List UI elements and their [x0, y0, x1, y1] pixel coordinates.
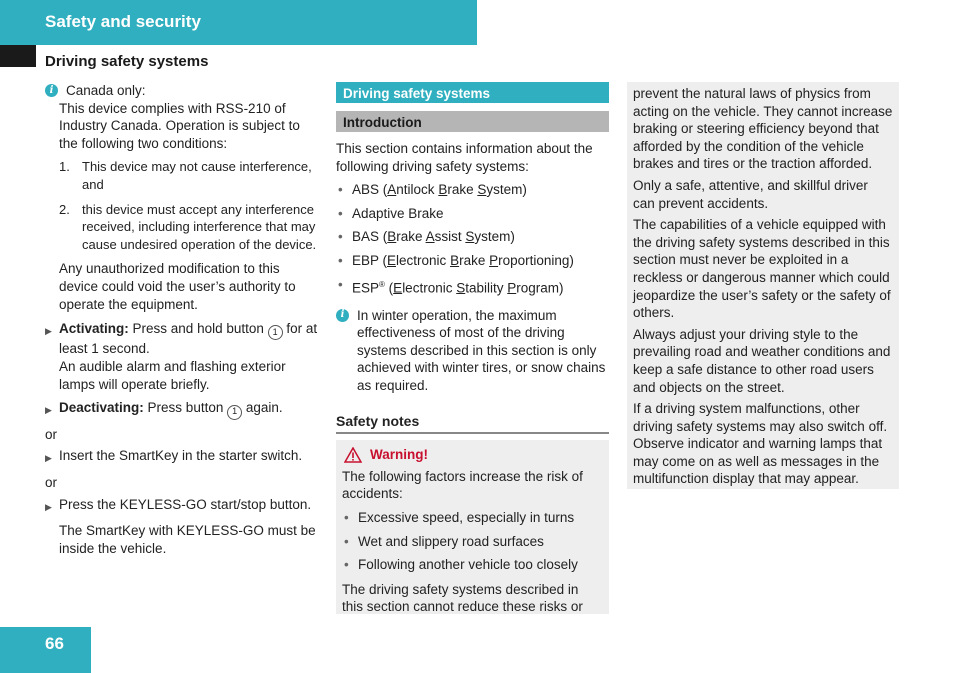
warning-intro: The following factors increase the risk of accidents: [342, 468, 583, 502]
acronym-letter: A [387, 182, 397, 198]
system-item-bas [336, 228, 609, 246]
acronym-rest: ystem [474, 229, 511, 245]
info-icon: i [45, 84, 58, 97]
acronym-rest: tability [465, 280, 508, 296]
warning-item-text: Excessive speed, especially in turns [358, 510, 575, 525]
or-text: or [45, 426, 58, 442]
button-number-icon: 1 [227, 405, 242, 420]
acronym-rest: lectronic [396, 252, 451, 268]
acronym-rest: roportioning [498, 252, 570, 268]
info-text: This device complies with RSS-210 of Industry Canada. Operation is subject to the following two conditions: [59, 100, 300, 151]
system-prefix: ESP [352, 280, 380, 296]
step-arrow-icon: ▶ [45, 326, 52, 337]
bullet-icon: • [338, 276, 343, 292]
system-prefix: ABS ( [352, 182, 388, 198]
conditions-list [59, 158, 320, 253]
system-prefix-2: ( [384, 280, 394, 296]
bullet-icon: • [344, 533, 349, 549]
registered-mark: ® [379, 279, 385, 289]
acronym-letter: B [387, 229, 397, 245]
acronym-letter: B [450, 252, 460, 268]
system-item-ebp [336, 252, 609, 270]
bullet-icon: • [344, 557, 349, 573]
column-left [45, 82, 320, 557]
deactivating-label: Deactivating: [59, 400, 144, 416]
activating-text-b: for at least 1 second. [59, 321, 318, 357]
info-icon: i [336, 309, 349, 322]
acronym-letter: P [489, 252, 499, 268]
system-suffix: ) [569, 252, 574, 268]
or-text: or [45, 474, 58, 490]
intro-text: This section contains information about the following driving safety systems: [336, 141, 593, 174]
acronym-letter: A [425, 229, 435, 245]
acronym-rest: rake [459, 252, 490, 268]
alarm-text: An audible alarm and flashing exterior lamps will operate briefly. [59, 359, 286, 392]
acronym-rest: rake [447, 182, 478, 198]
warning-triangle-icon [344, 447, 362, 463]
activating-text-a: Press and hold button [132, 321, 264, 337]
acronym-rest: rake [396, 229, 426, 245]
insert-text: Insert the SmartKey in the starter switch. [59, 448, 303, 464]
list-item [59, 201, 320, 254]
acronym-rest: ystem [486, 182, 523, 198]
system-item-esp [336, 276, 609, 297]
paragraph-safe-driver: Only a safe, attentive, and skillful driver can prevent accidents. [633, 177, 868, 211]
system-suffix: ) [559, 280, 564, 296]
acronym-rest: rogram [516, 280, 560, 296]
system-prefix: EBP ( [352, 252, 388, 268]
acronym-letter: S [477, 182, 487, 198]
acronym-letter: E [387, 252, 397, 268]
activating-label: Activating: [59, 321, 129, 337]
step-arrow-icon: ▶ [45, 501, 52, 512]
safety-notes-heading: Safety notes [336, 413, 609, 435]
deactivating-text-a: Press button [147, 400, 224, 416]
modification-text: Any unauthorized modification to this device could void the user’s authority to operate the equipment. [59, 261, 296, 312]
acronym-letter: E [393, 280, 403, 296]
warning-item-text: Following another vehicle too closely [358, 557, 578, 573]
bullet-icon: • [338, 182, 343, 198]
paragraph-capabilities: The capabilities of a vehicle equipped with the driving safety systems described in this section must never be exploited in a reckless or dangerous manner which could jeopardize the user’s safety or the safety of others. [633, 217, 891, 321]
system-item-adaptive-brake [336, 205, 609, 223]
paragraph-driving-style: Always adjust your driving style to the prevailing road and weather conditions and keep a safe distance to other road users and objects on the street. [633, 326, 891, 395]
warning-title: Warning! [370, 447, 428, 463]
info-note-canada [45, 82, 320, 100]
warning-outro: The driving safety systems described in this section cannot reduce these risks or [342, 581, 583, 615]
section-tab-marker [0, 45, 36, 67]
bullet-icon: • [338, 205, 343, 221]
warning-title-row [342, 446, 603, 464]
bullet-icon: • [338, 252, 343, 268]
step-arrow-icon: ▶ [45, 453, 52, 464]
system-suffix: ) [522, 182, 527, 198]
warning-box [336, 440, 609, 614]
list-item [342, 556, 603, 574]
page-number: 66 [45, 634, 64, 653]
step-insert-key [45, 447, 320, 468]
column-right-panel [627, 82, 899, 489]
column-middle [336, 82, 609, 614]
smartkey-text: The SmartKey with KEYLESS-GO must be inside the vehicle. [59, 523, 316, 556]
paragraph-malfunction: If a driving system malfunctions, other driving safety systems may also switch off. Observe indicator and warning lamps that may come on as well as messages in the multifunction display that may appear. [633, 401, 888, 487]
bullet-icon: • [338, 229, 343, 245]
acronym-letter: S [465, 229, 475, 245]
list-number: 2. [59, 201, 70, 217]
section-heading: Driving safety systems [45, 53, 209, 70]
system-suffix: ) [510, 229, 515, 245]
acronym-rest: ntilock [396, 182, 439, 198]
step-keyless-go [45, 496, 320, 517]
list-text: This device may not cause interference, and [82, 159, 312, 192]
list-item [59, 158, 320, 193]
winter-text: In winter operation, the maximum effectiveness of most of the driving systems described in this section is only achieved with winter tires, or snow chains as required. [357, 307, 606, 394]
deactivating-text-b: again. [245, 400, 283, 416]
list-item [342, 533, 603, 551]
bullet-icon: • [344, 510, 349, 525]
step-deactivating [45, 399, 320, 420]
step-arrow-icon: ▶ [45, 405, 52, 416]
introduction-bar: Introduction [336, 111, 609, 132]
list-number: 1. [59, 159, 70, 175]
acronym-rest: ssist [434, 229, 466, 245]
list-text: this device must accept any interference received, including interference that may cause undesired operation of the device. [82, 201, 317, 252]
info-note-winter [336, 307, 609, 395]
keyless-text: Press the KEYLESS-GO start/stop button. [59, 496, 312, 512]
system-prefix: BAS ( [352, 229, 388, 245]
acronym-letter: P [507, 280, 517, 296]
system-item-abs [336, 181, 609, 199]
section-bar-title: Driving safety systems [336, 82, 609, 103]
system-prefix: Adaptive Brake [352, 205, 444, 221]
info-title: Canada only: [66, 83, 146, 98]
warning-item-text: Wet and slippery road surfaces [358, 533, 544, 549]
acronym-letter: B [438, 182, 448, 198]
button-number-icon: 1 [268, 325, 283, 340]
step-activating [45, 320, 320, 358]
paragraph-physics: prevent the natural laws of physics from acting on the vehicle. They cannot increase braking or steering efficiency beyond that afforded by the condition of the vehicle brakes and tires or the traction afforded. [633, 86, 893, 172]
list-item [342, 509, 603, 527]
acronym-rest: lectronic [402, 280, 457, 296]
acronym-letter: S [456, 280, 466, 296]
page-header-title: Safety and security [45, 12, 201, 31]
